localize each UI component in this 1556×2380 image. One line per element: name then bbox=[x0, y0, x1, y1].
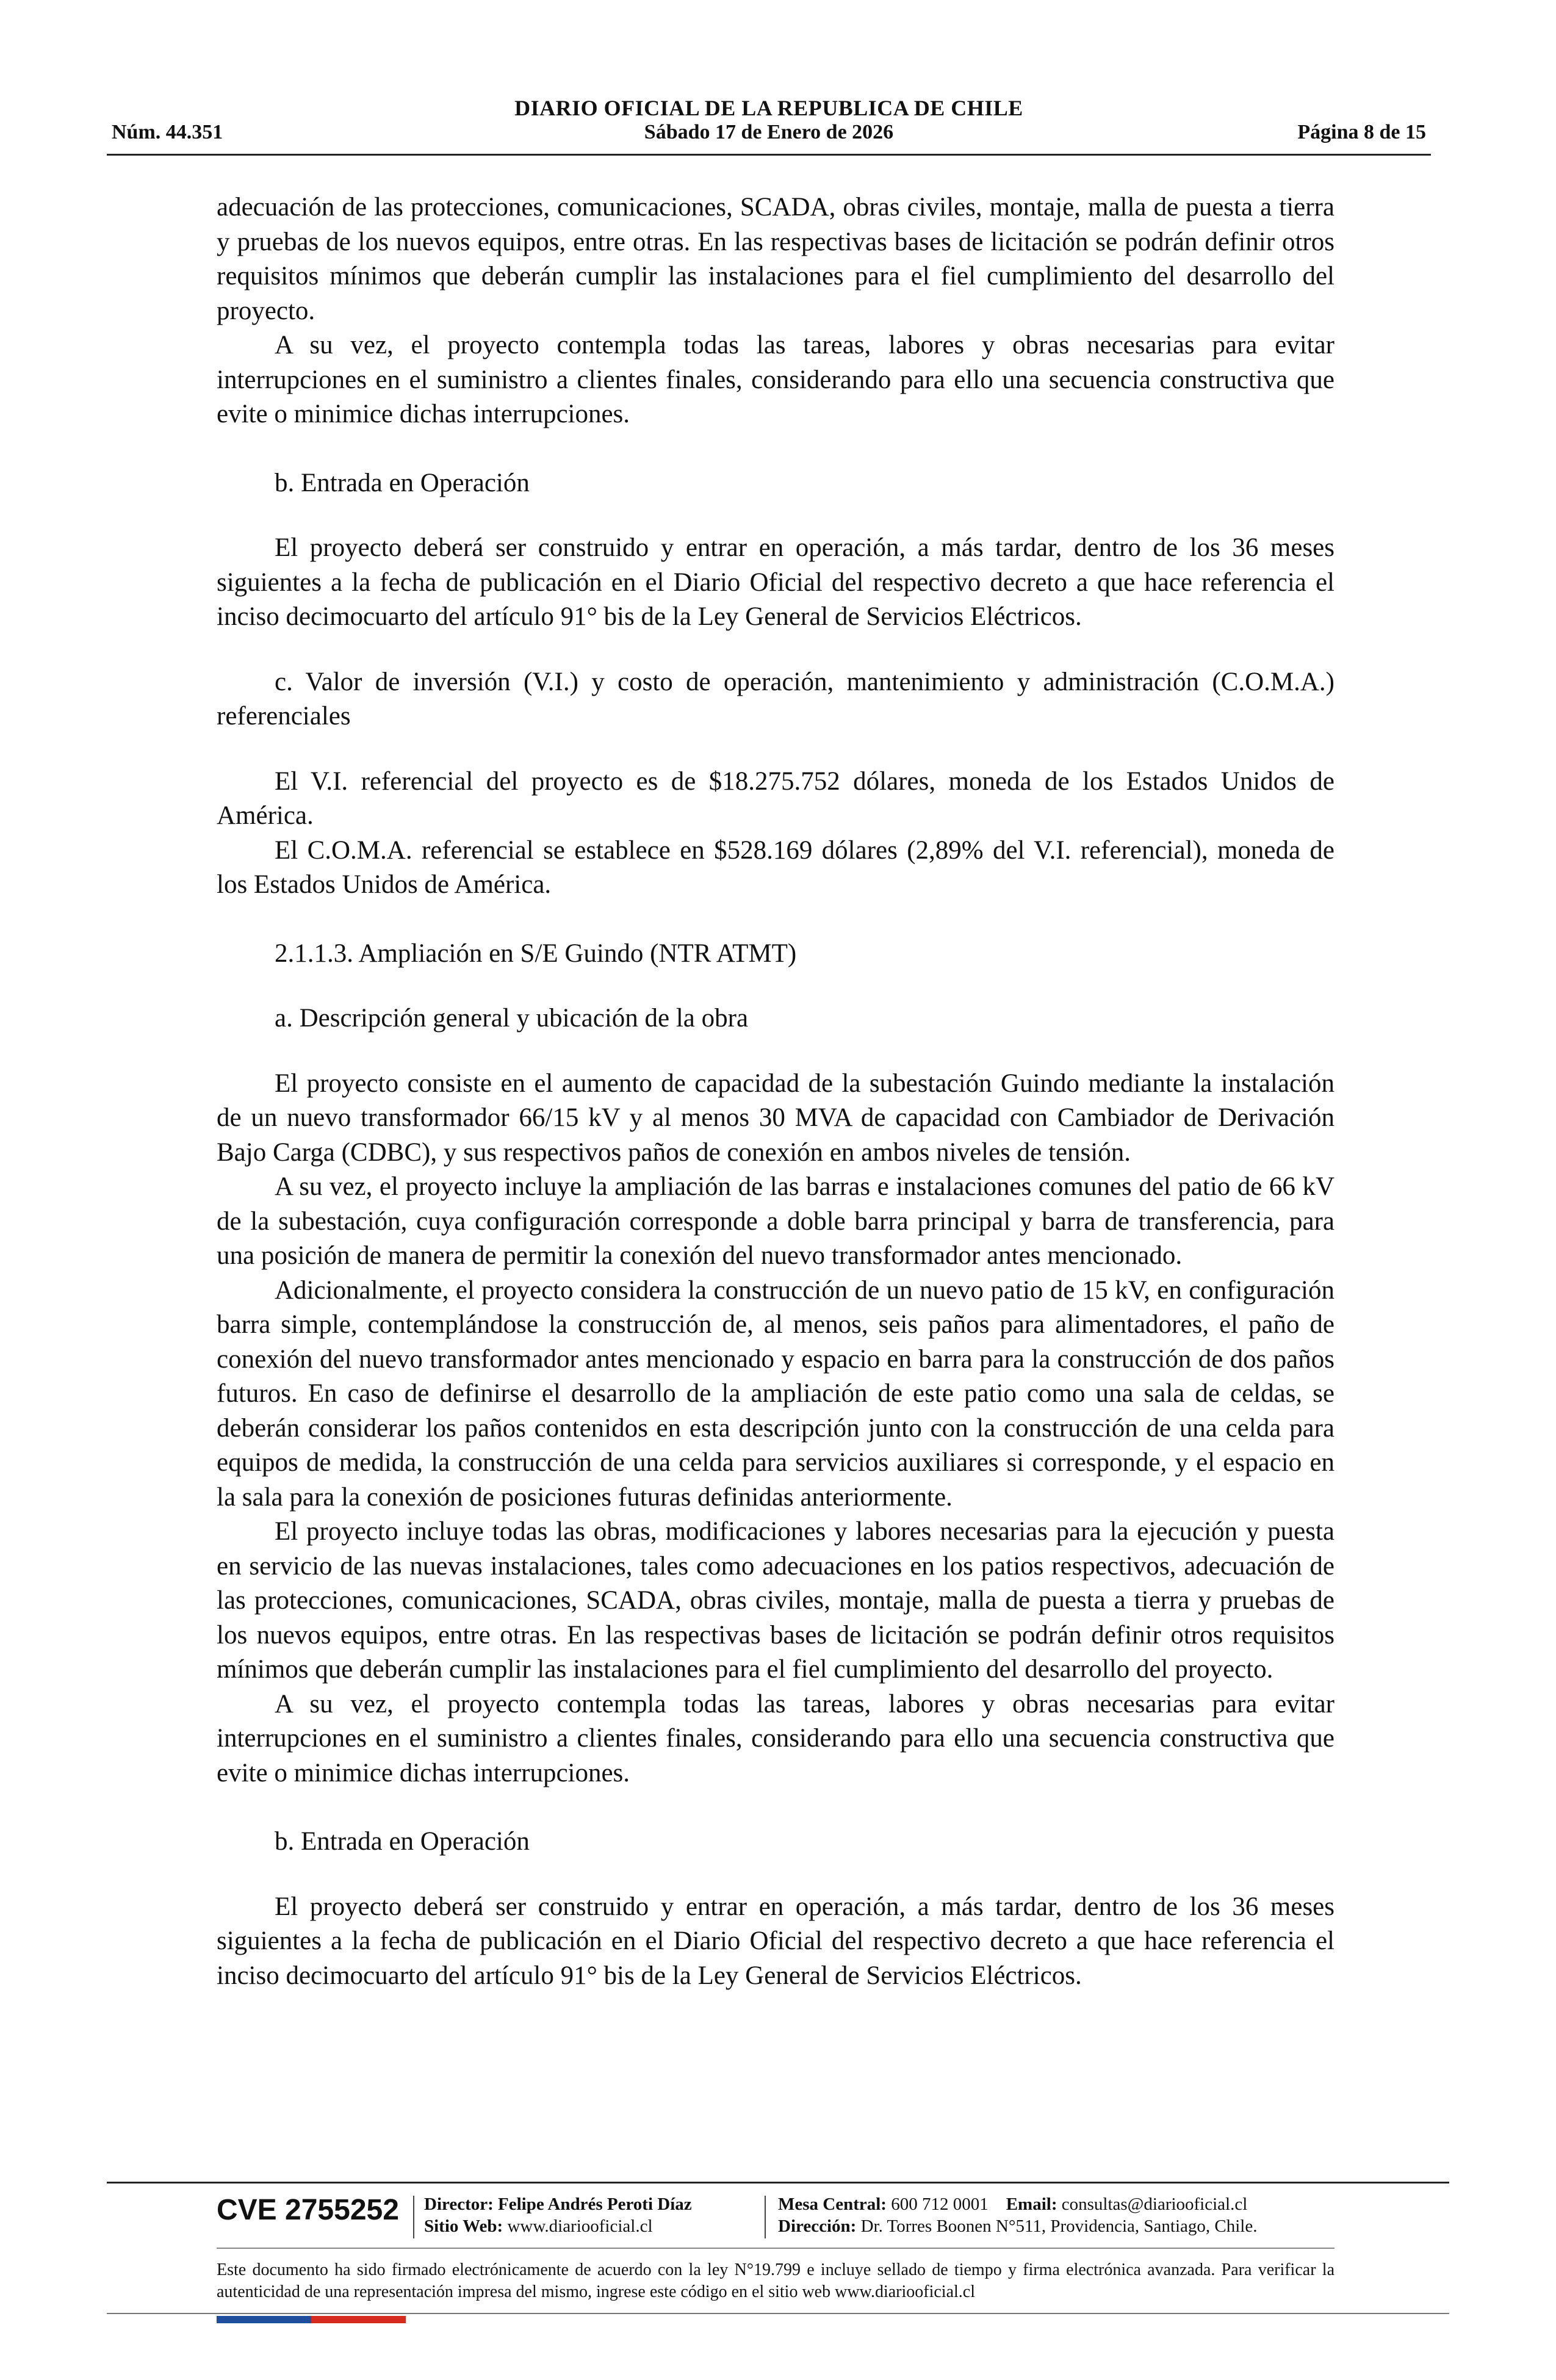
footer-director-block bbox=[424, 2193, 692, 2237]
issue-date: Sábado 17 de Enero de 2026 bbox=[644, 121, 894, 143]
section-heading: c. Valor de inversión (V.I.) y costo de operación, mantenimiento y administración (C.O.M.A.) referenciales bbox=[217, 667, 1334, 730]
footer-inner-divider bbox=[217, 2248, 1334, 2249]
footer-separator bbox=[765, 2196, 766, 2238]
paragraph: adecuación de las protecciones, comunicaciones, SCADA, obras civiles, montaje, malla de puesta a tierra y pruebas de los nuevos equipos, entre otras. En las respectivas bases de licitación se podrán definir otros requisitos mínimos que deberán cumplir las instalaciones para el fiel cumplimiento del desarrollo del proyecto. bbox=[217, 193, 1334, 325]
page-header bbox=[107, 92, 1431, 153]
paragraph: A su vez, el proyecto contempla todas las tareas, labores y obras necesarias para evitar interrupciones en el suministro a clientes finales, considerando para ello una secuencia constructiva que evite o minimice dichas interrupciones. bbox=[217, 1689, 1334, 1787]
footer-contact-block bbox=[778, 2193, 1257, 2237]
section-heading: b. Entrada en Operación bbox=[275, 1827, 530, 1856]
signature-note: Este documento ha sido firmado electrónicamente de acuerdo con la ley N°19.799 e incluye sellado de tiempo y firma electrónica avanzada. Para verificar la autenticidad de una representación impresa del mismo, ingrese este código en el sitio web www.diariooficial.cl bbox=[217, 2260, 1334, 2301]
paragraph: El proyecto deberá ser construido y entrar en operación, a más tardar, dentro de los 36 meses siguientes a la fecha de publicación en el Diario Oficial del respectivo decreto a que hace referencia el inciso decimocuarto del artículo 91° bis de la Ley General de Servicios Eléctricos. bbox=[217, 1892, 1334, 1990]
flag-blue-segment bbox=[217, 2316, 311, 2323]
page-number: Página 8 de 15 bbox=[1297, 121, 1426, 143]
paragraph: El proyecto incluye todas las obras, modificaciones y labores necesarias para la ejecución y puesta en servicio de las nuevas instalaciones, tales como adecuaciones en los patios respectivos, adecuación de las protecciones, comunicaciones, SCADA, obras civiles, montaje, malla de puesta a tierra y pruebas de los nuevos equipos, entre otras. En las respectivas bases de licitación se podrán definir otros requisitos mínimos que deberán cumplir las instalaciones para el fiel cumplimiento del desarrollo del proyecto. bbox=[217, 1517, 1334, 1684]
footer-separator bbox=[413, 2196, 414, 2238]
director-label: Director: bbox=[424, 2194, 494, 2214]
address-label: Dirección: bbox=[778, 2216, 857, 2236]
flag-red-segment bbox=[311, 2316, 406, 2323]
site-label: Sitio Web: bbox=[424, 2216, 503, 2236]
issue-number: Núm. 44.351 bbox=[112, 121, 223, 143]
section-heading: b. Entrada en Operación bbox=[275, 468, 530, 497]
mesa-phone: 600 712 0001 bbox=[891, 2194, 989, 2214]
paragraph: Adicionalmente, el proyecto considera la construcción de un nuevo patio de 15 kV, en configuración barra simple, contemplándose la construcción de, al menos, seis paños para alimentadores, el paño de conexión del nuevo transformador antes mencionado y espacio en barra para la construcción de dos paños futuros. En caso de definirse el desarrollo de la ampliación de este patio como una sala de celdas, se deberán considerar los paños contenidos en esta descripción junto con la construcción de una celda para equipos de medida, la construcción de una celda para servicios auxiliares si corresponde, y el espacio en la sala para la conexión de posiciones futuras definidas anteriormente. bbox=[217, 1275, 1334, 1512]
paragraph: El proyecto deberá ser construido y entrar en operación, a más tardar, dentro de los 36 meses siguientes a la fecha de publicación en el Diario Oficial del respectivo decreto a que hace referencia el inciso decimocuarto del artículo 91° bis de la Ley General de Servicios Eléctricos. bbox=[217, 533, 1334, 631]
bottom-divider bbox=[107, 2313, 1449, 2314]
footer-divider bbox=[107, 2182, 1449, 2183]
section-heading: 2.1.1.3. Ampliación en S/E Guindo (NTR ATMT) bbox=[275, 939, 797, 968]
header-divider bbox=[107, 154, 1431, 156]
paragraph: A su vez, el proyecto contempla todas las tareas, labores y obras necesarias para evitar interrupciones en el suministro a clientes finales, considerando para ello una secuencia constructiva que evite o minimice dichas interrupciones. bbox=[217, 331, 1334, 428]
site-link[interactable]: www.diariooficial.cl bbox=[507, 2216, 653, 2236]
address-text: Dr. Torres Boonen N°511, Providencia, Santiago, Chile. bbox=[860, 2216, 1258, 2236]
paragraph: El V.I. referencial del proyecto es de $18.275.752 dólares, moneda de los Estados Unidos de América. bbox=[217, 766, 1334, 830]
paragraph: El C.O.M.A. referencial se establece en $528.169 dólares (2,89% del V.I. referencial), moneda de los Estados Unidos de América. bbox=[217, 835, 1334, 899]
director-name: Felipe Andrés Peroti Díaz bbox=[498, 2194, 692, 2214]
paragraph: A su vez, el proyecto incluye la ampliación de las barras e instalaciones comunes del patio de 66 kV de la subestación, cuya configuración corresponde a doble barra principal y barra de transferencia, para una posición de manera de permitir la conexión del nuevo transformador antes mencionado. bbox=[217, 1172, 1334, 1270]
email-label: Email: bbox=[1006, 2194, 1057, 2214]
document-body bbox=[217, 190, 1334, 1993]
section-heading: a. Descripción general y ubicación de la obra bbox=[275, 1004, 749, 1033]
flag-stripe bbox=[217, 2316, 406, 2323]
mesa-label: Mesa Central: bbox=[778, 2194, 887, 2214]
newspaper-title: DIARIO OFICIAL DE LA REPUBLICA DE CHILE bbox=[514, 96, 1023, 120]
email-link[interactable]: consultas@diariooficial.cl bbox=[1061, 2194, 1248, 2214]
paragraph: El proyecto consiste en el aumento de capacidad de la subestación Guindo mediante la instalación de un nuevo transformador 66/15 kV y al menos 30 MVA de capacidad con Cambiador de Derivación Bajo Carga (CDBC), y sus respectivos paños de conexión en ambos niveles de tensión. bbox=[217, 1069, 1334, 1167]
cve-code: CVE 2755252 bbox=[217, 2194, 399, 2226]
